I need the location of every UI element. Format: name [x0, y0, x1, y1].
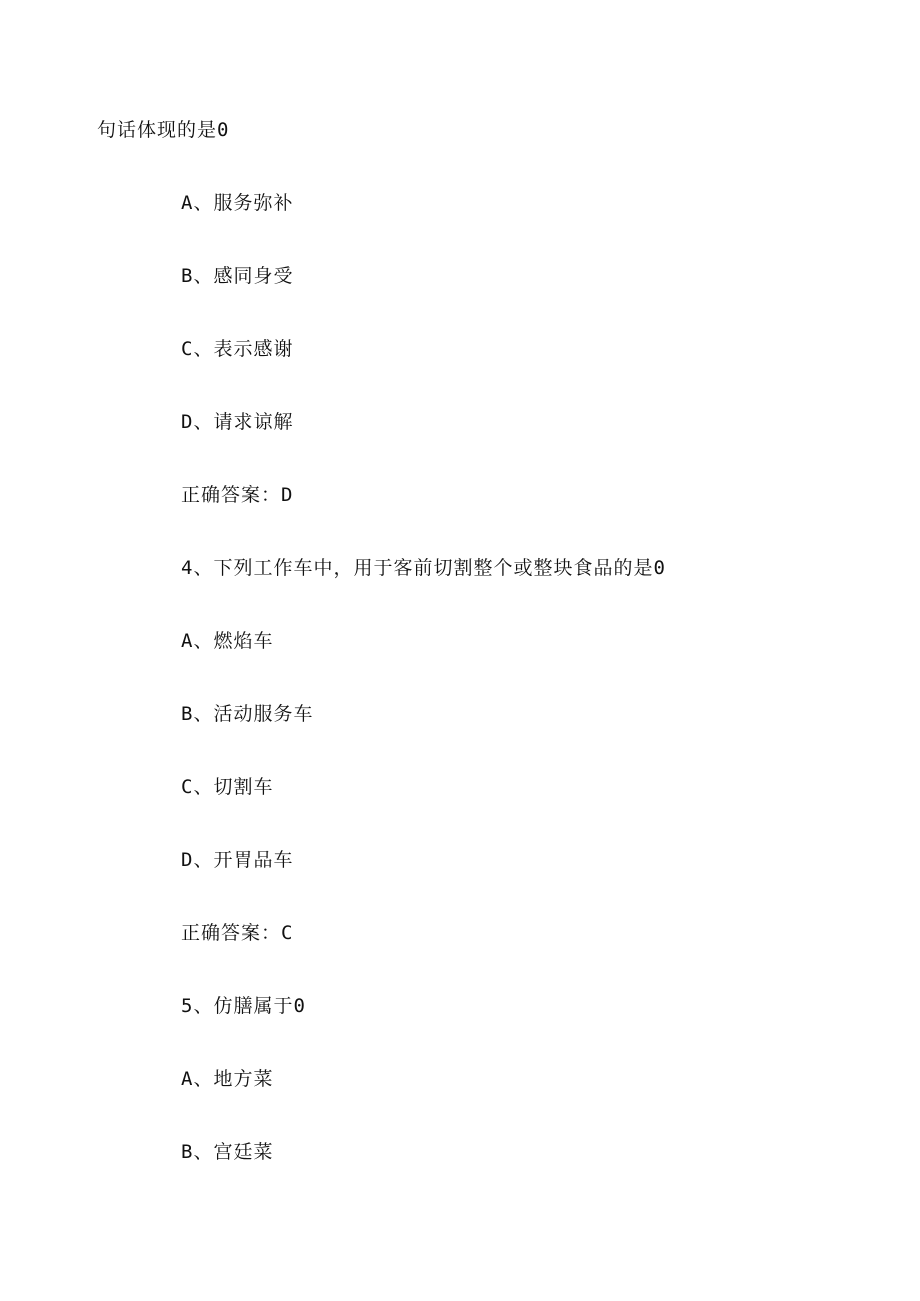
question-3-answer: 正确答案：D: [181, 484, 294, 506]
question-4-option-a: A、燃焰车: [181, 630, 274, 652]
question-3-option-a: A、服务弥补: [181, 192, 294, 214]
question-3-option-b: B、感同身受: [181, 265, 294, 287]
question-5-option-b: B、宫廷菜: [181, 1141, 274, 1163]
question-4-option-c: C、切割车: [181, 776, 274, 798]
question-5-stem: 5、仿膳属于0: [181, 995, 306, 1017]
question-4-answer: 正确答案：C: [181, 922, 294, 944]
question-5-option-a: A、地方菜: [181, 1068, 274, 1090]
question-3-option-c: C、表示感谢: [181, 338, 294, 360]
question-4-option-b: B、活动服务车: [181, 703, 314, 725]
question-4-option-d: D、开胃品车: [181, 849, 294, 871]
question-3-option-d: D、请求谅解: [181, 411, 294, 433]
question-4-stem: 4、下列工作车中，用于客前切割整个或整块食品的是0: [181, 557, 666, 579]
question-3-stem-continuation: 句话体现的是0: [97, 119, 230, 141]
